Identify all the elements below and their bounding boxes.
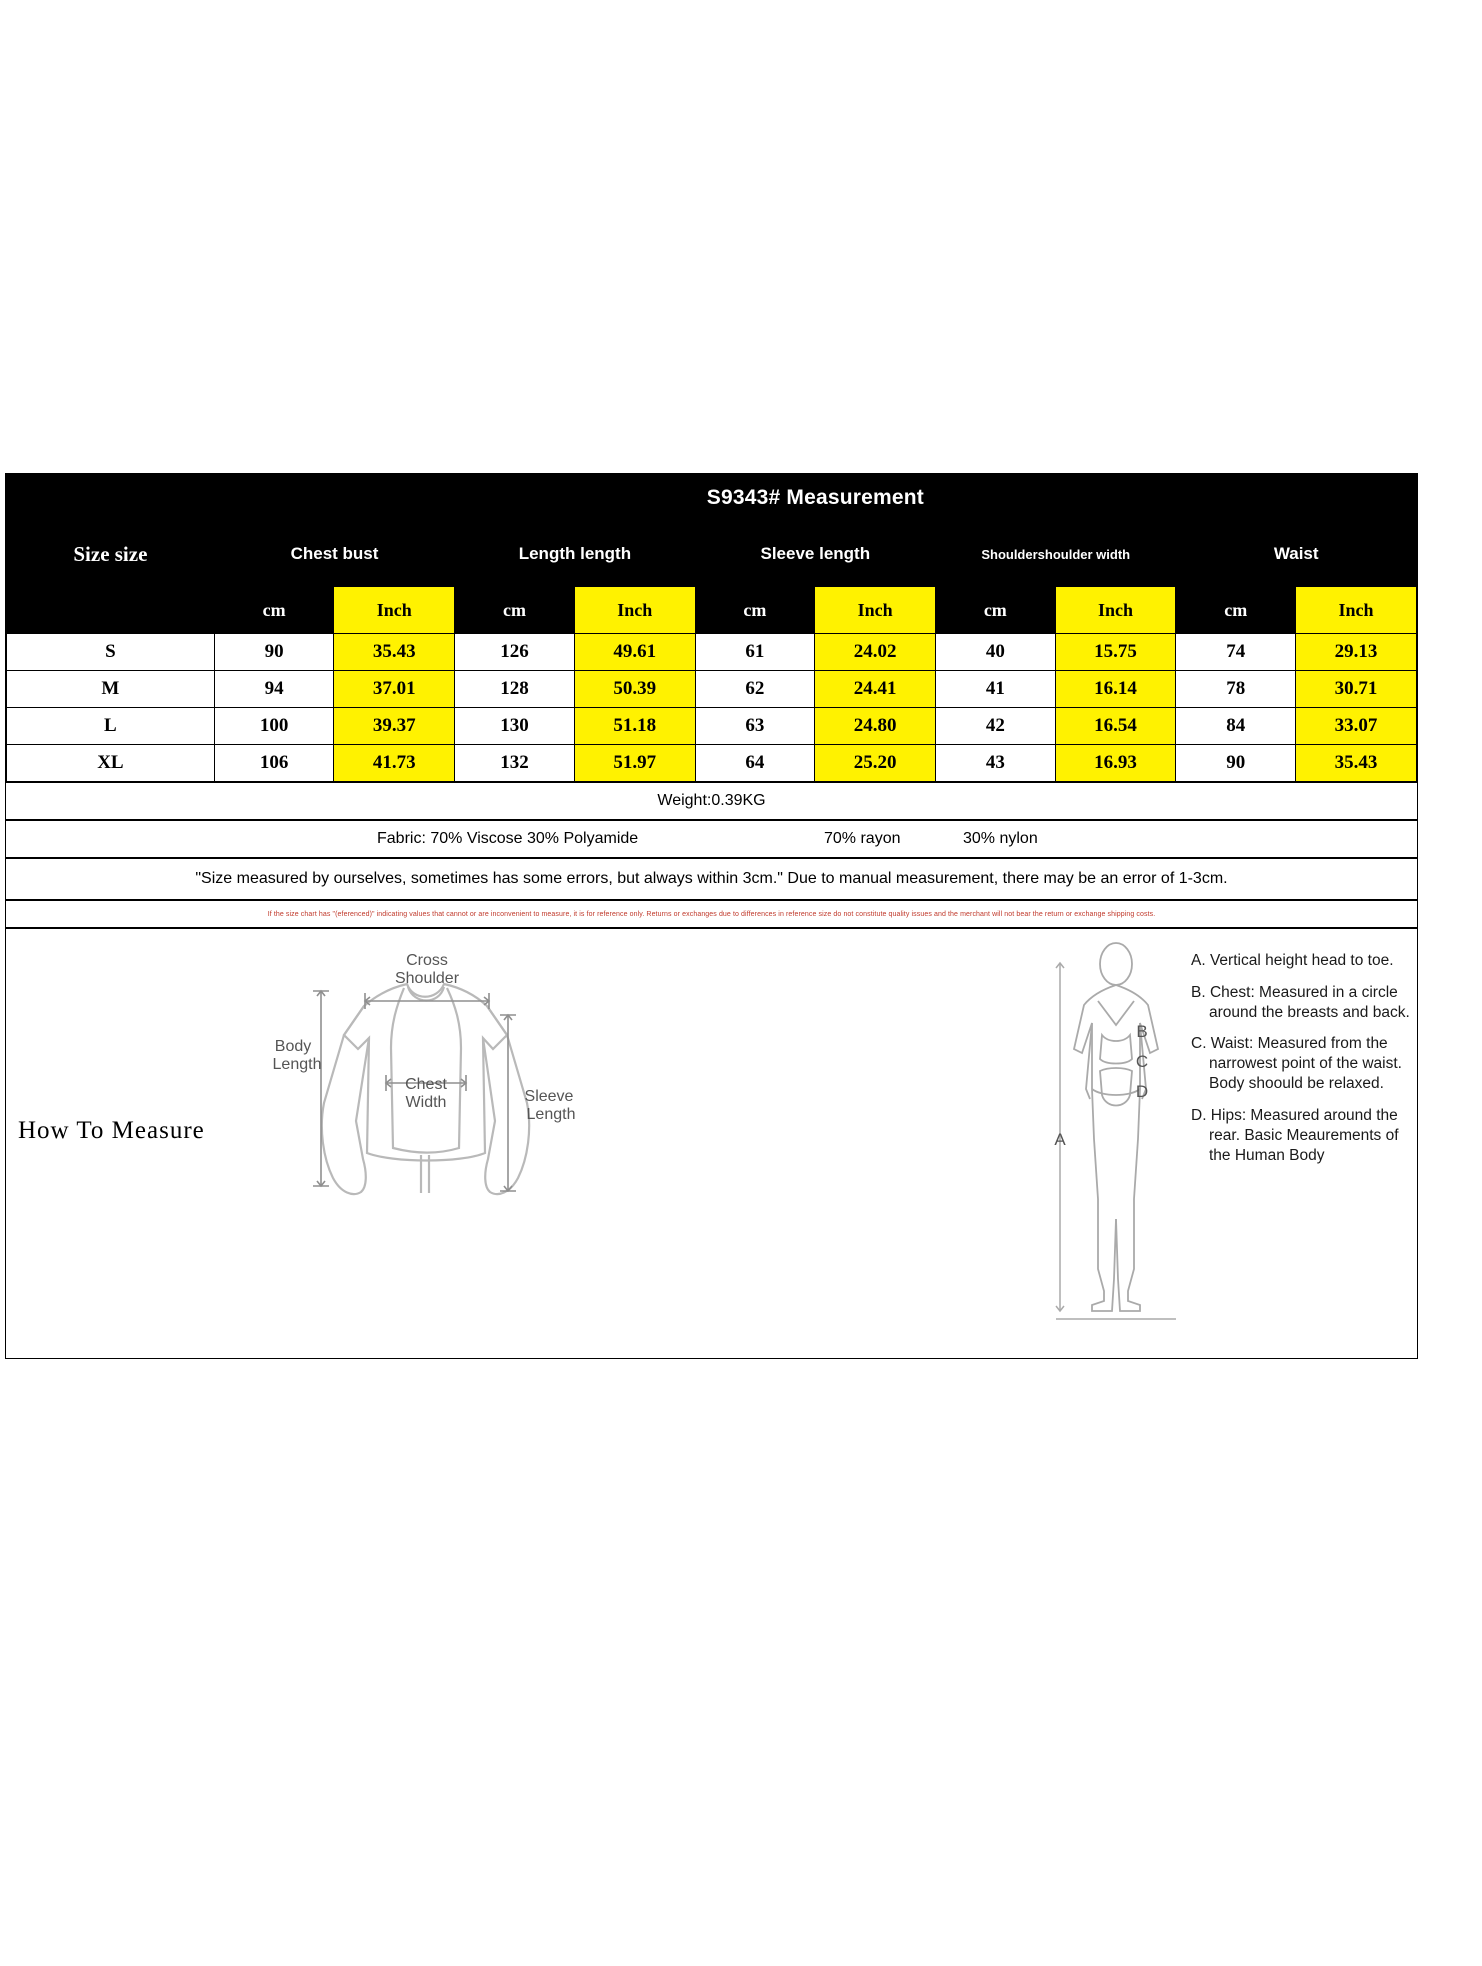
cell-sleeve-inch: 24.02 — [815, 634, 936, 671]
cell-length-inch: 51.18 — [574, 708, 695, 745]
cell-waist-inch: 35.43 — [1296, 745, 1417, 782]
legend-item-c: C. Waist: Measured from the narrowest point of the waist. Body shoould be relaxed. — [1191, 1035, 1402, 1093]
unit-inch-waist: Inch — [1296, 587, 1417, 634]
body-diagram-icon — [1046, 939, 1166, 1339]
group-header-chest: Chest bust — [214, 522, 454, 587]
table-row — [7, 634, 1417, 671]
cell-chest-cm: 106 — [214, 745, 334, 782]
how-to-measure-title: How To Measure — [18, 1117, 205, 1144]
label-body-length-line2: Length — [272, 1056, 322, 1073]
table-group-row — [7, 522, 1417, 587]
label-sleeve-length-line1: Sleeve — [524, 1088, 574, 1105]
cell-sleeve-inch: 24.80 — [815, 708, 936, 745]
cell-waist-cm: 84 — [1176, 708, 1296, 745]
table-unit-row — [7, 587, 1417, 634]
legend-item-a: A. Vertical height head to toe. — [1191, 952, 1394, 969]
row-size-label: S — [7, 634, 215, 671]
label-body-length-line1: Body — [274, 1038, 312, 1055]
cell-sleeve-cm: 61 — [695, 634, 815, 671]
cell-waist-cm: 74 — [1176, 634, 1296, 671]
unit-cm-chest: cm — [214, 587, 334, 634]
cell-shoulder-inch: 15.75 — [1055, 634, 1176, 671]
cell-shoulder-inch: 16.14 — [1055, 671, 1176, 708]
fabric-alt-nylon: 30% nylon — [963, 830, 1038, 847]
reference-disclaimer: If the size chart has "(eferenced)" indicating values that cannot or are inconvenient to measure, it is for reference only. Returns or exchanges due to differences in reference size do not constitute quality issues and the merchant will not bear the return or exchange shipping costs. — [6, 900, 1417, 928]
cell-shoulder-cm: 41 — [936, 671, 1056, 708]
row-size-label: M — [7, 671, 215, 708]
table-row — [7, 745, 1417, 782]
cell-length-cm: 132 — [455, 745, 575, 782]
marker-d: D — [1135, 1082, 1149, 1101]
weight-note: Weight:0.39KG — [6, 782, 1417, 820]
cell-length-inch: 50.39 — [574, 671, 695, 708]
unit-inch-shoulder: Inch — [1055, 587, 1176, 634]
cell-sleeve-cm: 62 — [695, 671, 815, 708]
unit-cm-length: cm — [455, 587, 575, 634]
cell-waist-inch: 30.71 — [1296, 671, 1417, 708]
label-cross-shoulder-line1: Cross — [406, 952, 448, 969]
measure-legend — [1191, 951, 1419, 1165]
cell-length-inch: 51.97 — [574, 745, 695, 782]
label-chest-width-line2: Width — [405, 1094, 447, 1111]
label-chest-width-line1: Chest — [405, 1076, 447, 1093]
cell-waist-cm: 90 — [1176, 745, 1296, 782]
label-cross-shoulder-line2: Shoulder — [394, 970, 460, 987]
size-chart-sheet — [5, 473, 1418, 1359]
table-row — [7, 671, 1417, 708]
cell-chest-cm: 100 — [214, 708, 334, 745]
cell-chest-cm: 90 — [214, 634, 334, 671]
fabric-main: Fabric: 70% Viscose 30% Polyamide — [377, 830, 639, 847]
table-title: S9343# Measurement — [214, 475, 1416, 522]
marker-a: A — [1054, 1130, 1066, 1149]
row-size-label: XL — [7, 745, 215, 782]
cell-chest-inch: 39.37 — [334, 708, 455, 745]
unit-cm-waist: cm — [1176, 587, 1296, 634]
cell-sleeve-inch: 25.20 — [815, 745, 936, 782]
how-to-measure-section — [6, 928, 1417, 1358]
cell-waist-inch: 33.07 — [1296, 708, 1417, 745]
size-measure-note: "Size measured by ourselves, sometimes has some errors, but always within 3cm." Due to manual measurement, there may be an error of 1-3cm. — [6, 858, 1417, 900]
corner-size-label: Size size — [7, 475, 215, 634]
cell-sleeve-inch: 24.41 — [815, 671, 936, 708]
legend-item-b: B. Chest: Measured in a circle around the breasts and back. — [1191, 983, 1410, 1021]
cell-waist-cm: 78 — [1176, 671, 1296, 708]
unit-inch-chest: Inch — [334, 587, 455, 634]
garment-diagram-icon — [261, 943, 601, 1243]
cell-waist-inch: 29.13 — [1296, 634, 1417, 671]
table-title-row — [7, 475, 1417, 522]
cell-shoulder-inch: 16.93 — [1055, 745, 1176, 782]
cell-chest-inch: 37.01 — [334, 671, 455, 708]
group-header-shoulder: Shouldershoulder width — [936, 522, 1176, 587]
group-header-waist: Waist — [1176, 522, 1417, 587]
measurement-table — [6, 474, 1417, 782]
cell-shoulder-cm: 43 — [936, 745, 1056, 782]
marker-b: B — [1136, 1022, 1148, 1041]
cell-chest-inch: 41.73 — [334, 745, 455, 782]
cell-shoulder-inch: 16.54 — [1055, 708, 1176, 745]
legend-item-d: D. Hips: Measured around the rear. Basic Meaurements of the Human Body — [1191, 1106, 1399, 1164]
row-size-label: L — [7, 708, 215, 745]
unit-inch-length: Inch — [574, 587, 695, 634]
cell-length-cm: 130 — [455, 708, 575, 745]
group-header-length: Length length — [455, 522, 695, 587]
cell-sleeve-cm: 63 — [695, 708, 815, 745]
cell-chest-inch: 35.43 — [334, 634, 455, 671]
unit-cm-sleeve: cm — [695, 587, 815, 634]
cell-shoulder-cm: 40 — [936, 634, 1056, 671]
unit-cm-shoulder: cm — [936, 587, 1056, 634]
cell-length-cm: 126 — [455, 634, 575, 671]
label-sleeve-length-line2: Length — [526, 1106, 576, 1123]
cell-chest-cm: 94 — [214, 671, 334, 708]
table-row — [7, 708, 1417, 745]
cell-length-cm: 128 — [455, 671, 575, 708]
fabric-note — [6, 820, 1417, 858]
fabric-alt-rayon: 70% rayon — [824, 830, 901, 847]
unit-inch-sleeve: Inch — [815, 587, 936, 634]
cell-sleeve-cm: 64 — [695, 745, 815, 782]
group-header-sleeve: Sleeve length — [695, 522, 935, 587]
cell-shoulder-cm: 42 — [936, 708, 1056, 745]
marker-c: C — [1135, 1052, 1149, 1071]
cell-length-inch: 49.61 — [574, 634, 695, 671]
